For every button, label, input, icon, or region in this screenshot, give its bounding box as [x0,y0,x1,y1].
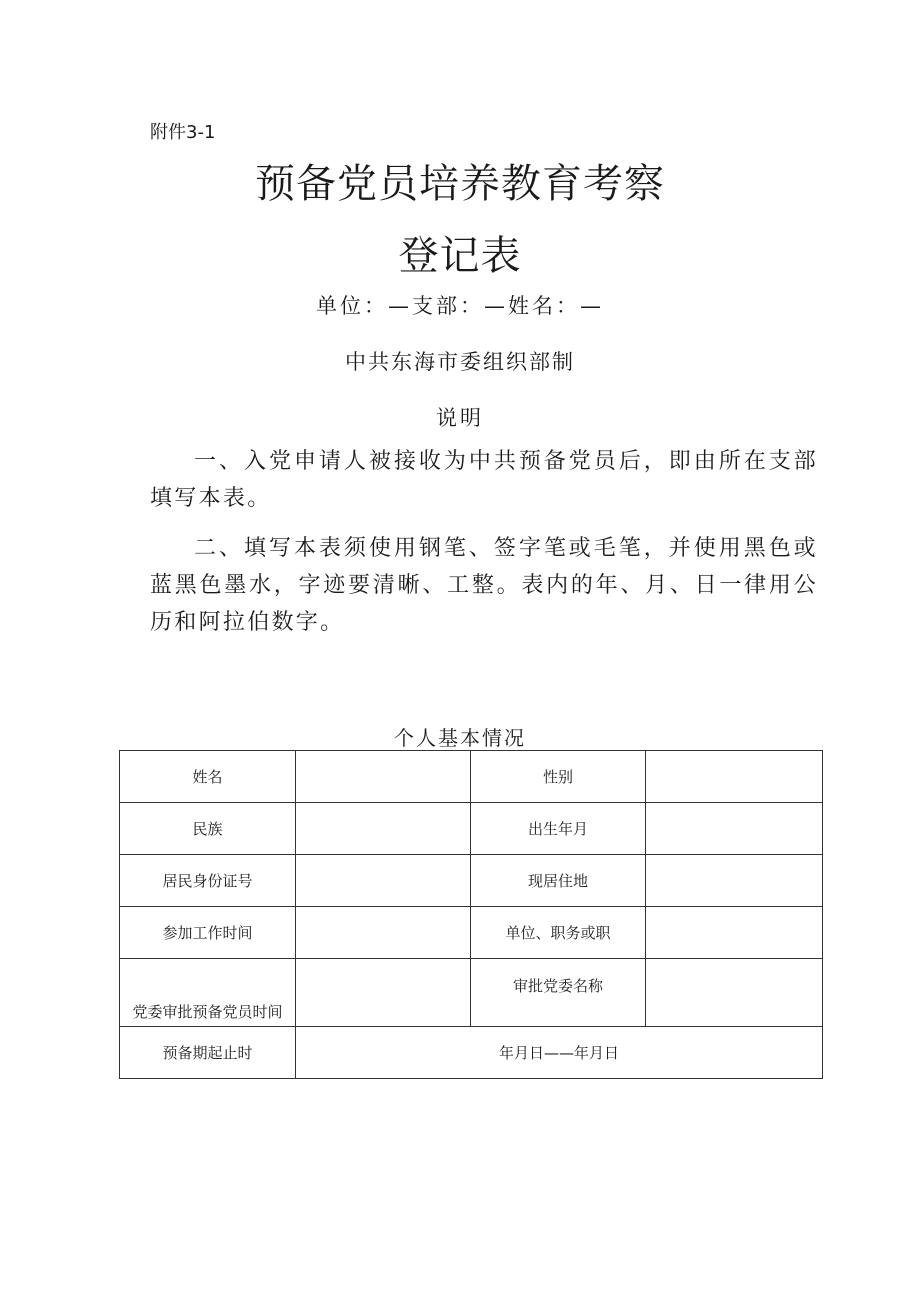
value-probation-period[interactable]: 年月日——年月日 [296,1027,823,1079]
label-birth-date: 出生年月 [471,803,646,855]
value-residence[interactable] [646,855,823,907]
value-work-start[interactable] [296,907,471,959]
value-id-number[interactable] [296,855,471,907]
value-unit-position[interactable] [646,907,823,959]
label-approving-committee: 审批党委名称 [471,959,646,1027]
explanation-paragraph-2: 二、填写本表须使用钢笔、签字笔或毛笔，并使用黑色或蓝黑色墨水，字迹要清晰、工整。表内的年、月、日一律用公历和阿拉伯数字。 [150,536,818,635]
form-title-line2: 登记表 [398,233,522,279]
value-birth-date[interactable] [646,803,823,855]
issuer-line: 中共东海市委组织部制 [345,350,575,374]
label-gender: 性别 [471,751,646,803]
value-gender[interactable] [646,751,823,803]
label-probation-period: 预备期起止时 [120,1027,296,1079]
attachment-label: 附件3-1 [150,122,216,143]
table-row [120,855,823,907]
unit-branch-name-line: 单位：—支部：—姓名：— [316,294,604,318]
label-unit-position: 单位、职务或职 [471,907,646,959]
basic-info-title: 个人基本情况 [394,726,526,750]
value-approving-committee[interactable] [646,959,823,1027]
basic-info-table [119,750,823,1079]
table-row [120,751,823,803]
table-row [120,1027,823,1079]
label-approval-date: 党委审批预备党员时间 [120,959,296,1027]
label-name: 姓名 [120,751,296,803]
form-title-line1: 预备党员培养教育考察 [255,161,665,207]
explanation-paragraph-1: 一、入党申请人被接收为中共预备党员后，即由所在支部填写本表。 [150,449,818,511]
label-work-start: 参加工作时间 [120,907,296,959]
label-id-number: 居民身份证号 [120,855,296,907]
value-ethnicity[interactable] [296,803,471,855]
value-name[interactable] [296,751,471,803]
explanation-title: 说明 [436,406,484,430]
label-residence: 现居住地 [471,855,646,907]
label-ethnicity: 民族 [120,803,296,855]
table-row [120,959,823,1027]
value-approval-date[interactable] [296,959,471,1027]
table-row [120,803,823,855]
table-row [120,907,823,959]
